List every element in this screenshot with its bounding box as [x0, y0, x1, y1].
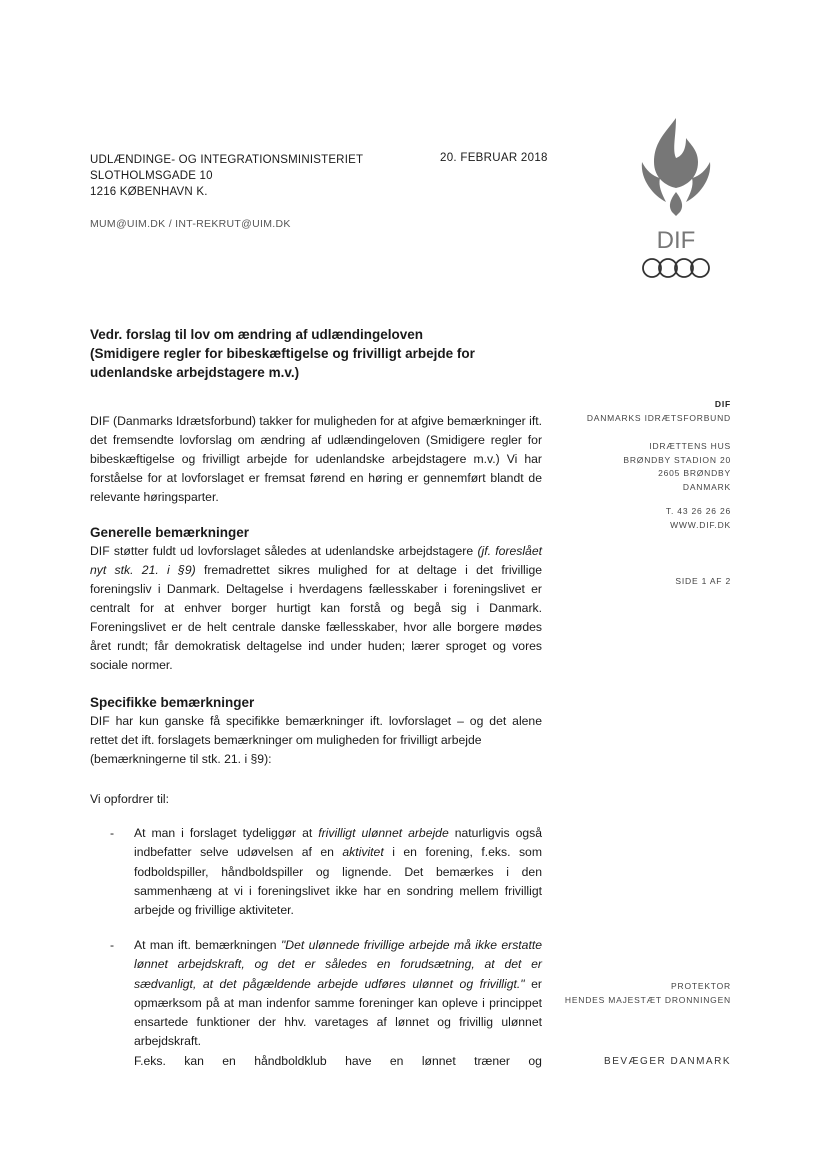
bullet-text-em: aktivitet: [342, 845, 384, 860]
general-heading: Generelle bemærkninger: [90, 525, 250, 540]
recipient-address: [90, 152, 363, 200]
recipient-line: 1216 KØBENHAVN K.: [90, 186, 208, 198]
bullet-text-c: i en forening, f.eks. som fodboldspiller, håndboldspiller og lignende. Det bemærkes i den sammenhæng at vi i foreningslivet ikke har en sondring mellem frivilligt arbejde og frivillige aktiviteter.: [134, 845, 542, 918]
word: og: [528, 1053, 542, 1068]
word: træner: [474, 1053, 510, 1068]
word: kan: [184, 1053, 204, 1068]
specific-text-a: DIF har kun ganske få specifikke bemærkninger ift. lovforslaget – og det alene rettet det ift. forslagets bemærkninger om muligheden for frivilligt arbejde: [90, 714, 542, 747]
specific-section: [90, 694, 542, 769]
recipient-line: UDLÆNDINGE- OG INTEGRATIONSMINISTERIET: [90, 154, 364, 166]
logo-text: DIF: [656, 227, 696, 254]
general-section: [90, 524, 542, 675]
protector-label: PROTEKTOR: [671, 981, 731, 991]
sidebar-address-line: IDRÆTTENS HUS: [649, 441, 731, 451]
letter-date: 20. FEBRUAR 2018: [440, 152, 548, 164]
word: have: [345, 1053, 372, 1068]
subject-line: udenlandske arbejdstagere m.v.): [90, 365, 300, 380]
call-text: Vi opfordrer til:: [90, 792, 170, 806]
sidebar-protector: [565, 980, 731, 1007]
sidebar-contact: [666, 505, 731, 532]
intro-text: DIF (Danmarks Idrætsforbund) takker for muligheden for at afgive bemærkninger ift. det fremsendte lovforslag om ændring af udlændingeloven (Smidigere regler for bibeskæftigelse og frivilligt arbejde for udenlandske arbejdstagere m.v.) Vi har forståelse for at lovforslaget er fremsat førend en høring er gennemført blandt de relevante høringsparter.: [90, 414, 542, 504]
general-text-a: DIF støtter fuldt ud lovforslaget således at udenlandske arbejdstagere: [90, 544, 474, 558]
sidebar-org-long: DANMARKS IDRÆTSFORBUND: [586, 412, 731, 423]
word: lønnet: [421, 1053, 456, 1068]
sidebar-address-line: 2605 BRØNDBY: [658, 468, 731, 478]
bullet-item: [110, 936, 542, 1071]
sidebar-phone: T. 43 26 26 26: [665, 506, 731, 516]
sidebar-address-line: DANMARK: [682, 481, 731, 492]
sidebar-web[interactable]: WWW.DIF.DK: [670, 519, 731, 530]
general-text-em: (jf. foreslået nyt stk. 21. i §9): [90, 544, 543, 577]
recipient-email: MUM@UIM.DK / INT-REKRUT@UIM.DK: [90, 218, 291, 230]
sidebar-org-short: DIF: [714, 399, 731, 409]
bullet-text-a: At man ift. bemærkningen: [134, 938, 277, 952]
subject-line: Vedr. forslag til lov om ændring af udlændingeloven: [90, 327, 424, 342]
word: en: [389, 1053, 404, 1068]
olympic-rings-icon: [643, 259, 709, 277]
page-number: SIDE 1 AF 2: [675, 576, 731, 586]
bullet-text-b: er opmærksom på at man indenfor samme foreninger kan opleve i princippet ensartede funktioner der hhv. varetages af lønnet og frivillig ulønnet arbejdskraft.: [134, 976, 542, 1049]
word: F.eks.: [134, 1053, 166, 1068]
general-text-b: fremadrettet sikres mulighed for at deltage i det frivillige foreningsliv i Danmark. Deltagelse i hverdagens fællesskaber i foreningslivet er centralt for at enhver borger hurtigt kan forstå og begå sig i Danmark. Foreningslivet er de helt centrale danske fællesskaber, hvor alle borgere mødes året rundt; får demokratisk deltagelse ind under huden; lærer sproget og vores sociale normer.: [90, 563, 543, 672]
bullet-item: [110, 824, 542, 920]
bullet-text-em: frivilligt ulønnet arbejde: [318, 826, 449, 840]
specific-heading: Specifikke bemærkninger: [90, 695, 255, 710]
sidebar-org: [587, 398, 731, 425]
flame-icon: [642, 118, 710, 216]
sidebar-address: [623, 440, 731, 494]
bullet-dash: -: [110, 826, 115, 840]
protector-name: HENDES MAJESTÆT DRONNINGEN: [564, 994, 731, 1005]
bullet-text-a: At man i forslaget tydeliggør at: [134, 826, 313, 840]
bullet-text-em: "Det ulønnede frivillige arbejde må ikke erstatte lønnet arbejdskraft, og det er således en forudsætning, at det er sædvanligt, at det pågældende arbejde udføres ulønnet og frivilligt.": [134, 938, 543, 991]
bullet-text: [134, 936, 542, 1071]
recipient-line: SLOTHOLMSGADE 10: [90, 170, 213, 182]
subject-heading: [90, 325, 530, 382]
bullet-text-b: naturligvis også indbefatter selve udøvelsen af en: [134, 826, 543, 860]
word: en: [222, 1053, 236, 1068]
intro-paragraph: [90, 412, 542, 507]
general-text: [90, 542, 542, 675]
bullet-text: [134, 824, 542, 920]
footer-slogan: BEVÆGER DANMARK: [604, 1056, 731, 1067]
specific-text: [90, 712, 542, 769]
dif-logo: [636, 110, 716, 290]
word: håndboldklub: [254, 1053, 327, 1068]
specific-text-note: (bemærkningerne til stk. 21. i §9):: [90, 752, 272, 766]
sidebar-address-line: BRØNDBY STADION 20: [623, 454, 731, 465]
subject-line: (Smidigere regler for bibeskæftigelse og frivilligt arbejde for: [90, 346, 475, 361]
bullet-dash: -: [110, 938, 115, 952]
bullet-last-line: [134, 1052, 542, 1071]
